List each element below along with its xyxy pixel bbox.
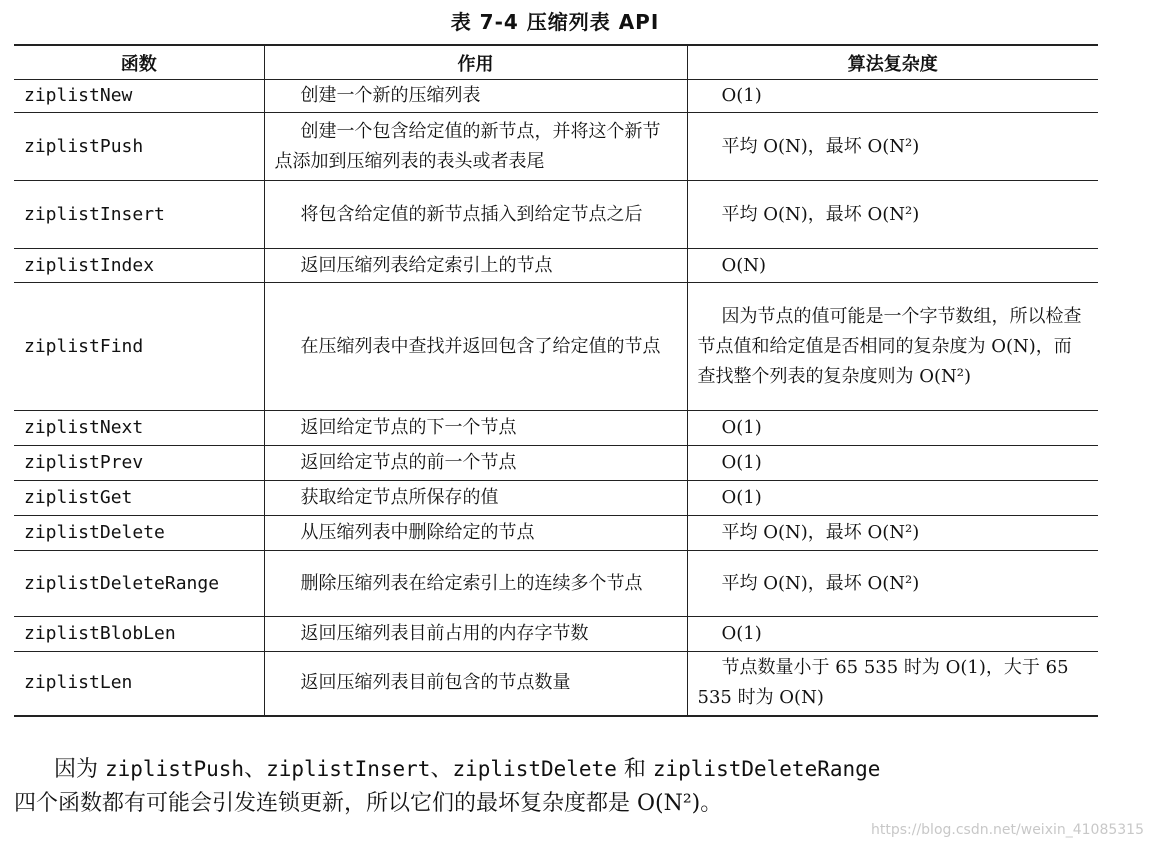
function-purpose: 将包含给定值的新节点插入到给定节点之后 xyxy=(264,181,687,249)
function-name: ziplistPush xyxy=(14,113,264,181)
function-complexity: 平均 O(N)，最坏 O(N²) xyxy=(687,551,1098,617)
function-ref: ziplistDeleteRange xyxy=(652,757,881,781)
table-row xyxy=(14,617,1098,652)
function-complexity: 平均 O(N)，最坏 O(N²) xyxy=(687,516,1098,551)
paragraph-line-1 xyxy=(14,752,1114,787)
function-name: ziplistFind xyxy=(14,283,264,411)
table-row xyxy=(14,516,1098,551)
function-purpose: 返回压缩列表目前占用的内存字节数 xyxy=(264,617,687,652)
function-purpose: 返回压缩列表给定索引上的节点 xyxy=(264,249,687,283)
table-row xyxy=(14,249,1098,283)
function-complexity: O(1) xyxy=(687,411,1098,446)
table-row xyxy=(14,551,1098,617)
paragraph-line-2: 四个函数都有可能会引发连锁更新，所以它们的最坏复杂度都是 O(N²)。 xyxy=(14,791,723,816)
paragraph-text: 因为 xyxy=(54,757,105,782)
function-name: ziplistPrev xyxy=(14,446,264,481)
table-row xyxy=(14,113,1098,181)
function-complexity: 平均 O(N)，最坏 O(N²) xyxy=(687,181,1098,249)
function-purpose: 返回给定节点的前一个节点 xyxy=(264,446,687,481)
function-complexity: O(N) xyxy=(687,249,1098,283)
function-complexity: 平均 O(N)，最坏 O(N²) xyxy=(687,113,1098,181)
function-purpose: 创建一个新的压缩列表 xyxy=(264,80,687,113)
table-row xyxy=(14,446,1098,481)
function-ref: ziplistInsert xyxy=(266,757,431,781)
function-ref: ziplistDelete xyxy=(452,757,617,781)
function-ref: ziplistPush xyxy=(105,757,245,781)
function-complexity: 因为节点的值可能是一个字节数组，所以检查节点值和给定值是否相同的复杂度为 O(N)，而查找整个列表的复杂度则为 O(N²) xyxy=(687,283,1098,411)
function-purpose: 在压缩列表中查找并返回包含了给定值的节点 xyxy=(264,283,687,411)
function-complexity: 节点数量小于 65 535 时为 O(1)，大于 65 535 时为 O(N) xyxy=(687,652,1098,716)
function-purpose: 从压缩列表中删除给定的节点 xyxy=(264,516,687,551)
table-row xyxy=(14,181,1098,249)
function-name: ziplistNew xyxy=(14,80,264,113)
function-name: ziplistLen xyxy=(14,652,264,716)
function-name: ziplistInsert xyxy=(14,181,264,249)
function-complexity: O(1) xyxy=(687,617,1098,652)
paragraph-separator: 、 xyxy=(430,757,453,782)
function-name: ziplistIndex xyxy=(14,249,264,283)
table-row xyxy=(14,411,1098,446)
table-row xyxy=(14,283,1098,411)
watermark: https://blog.csdn.net/weixin_41085315 xyxy=(870,822,1144,838)
paragraph-separator: 、 xyxy=(244,757,267,782)
header-complexity: 算法复杂度 xyxy=(687,45,1098,80)
function-purpose: 返回压缩列表目前包含的节点数量 xyxy=(264,652,687,716)
function-complexity: O(1) xyxy=(687,80,1098,113)
function-complexity: O(1) xyxy=(687,446,1098,481)
header-function: 函数 xyxy=(14,45,264,80)
function-name: ziplistNext xyxy=(14,411,264,446)
paragraph-separator: 和 xyxy=(616,757,653,782)
ziplist-api-table xyxy=(14,44,1098,717)
function-name: ziplistDeleteRange xyxy=(14,551,264,617)
function-name: ziplistGet xyxy=(14,481,264,516)
function-purpose: 创建一个包含给定值的新节点，并将这个新节点添加到压缩列表的表头或者表尾 xyxy=(264,113,687,181)
function-purpose: 获取给定节点所保存的值 xyxy=(264,481,687,516)
table-caption: 表 7-4 压缩列表 API xyxy=(450,10,660,34)
function-name: ziplistBlobLen xyxy=(14,617,264,652)
function-purpose: 删除压缩列表在给定索引上的连续多个节点 xyxy=(264,551,687,617)
function-name: ziplistDelete xyxy=(14,516,264,551)
function-purpose: 返回给定节点的下一个节点 xyxy=(264,411,687,446)
explanation-paragraph xyxy=(14,752,1114,821)
table-row xyxy=(14,652,1098,716)
table-header-row xyxy=(14,45,1098,80)
table-row xyxy=(14,80,1098,113)
header-purpose: 作用 xyxy=(264,45,687,80)
function-complexity: O(1) xyxy=(687,481,1098,516)
table-row xyxy=(14,481,1098,516)
